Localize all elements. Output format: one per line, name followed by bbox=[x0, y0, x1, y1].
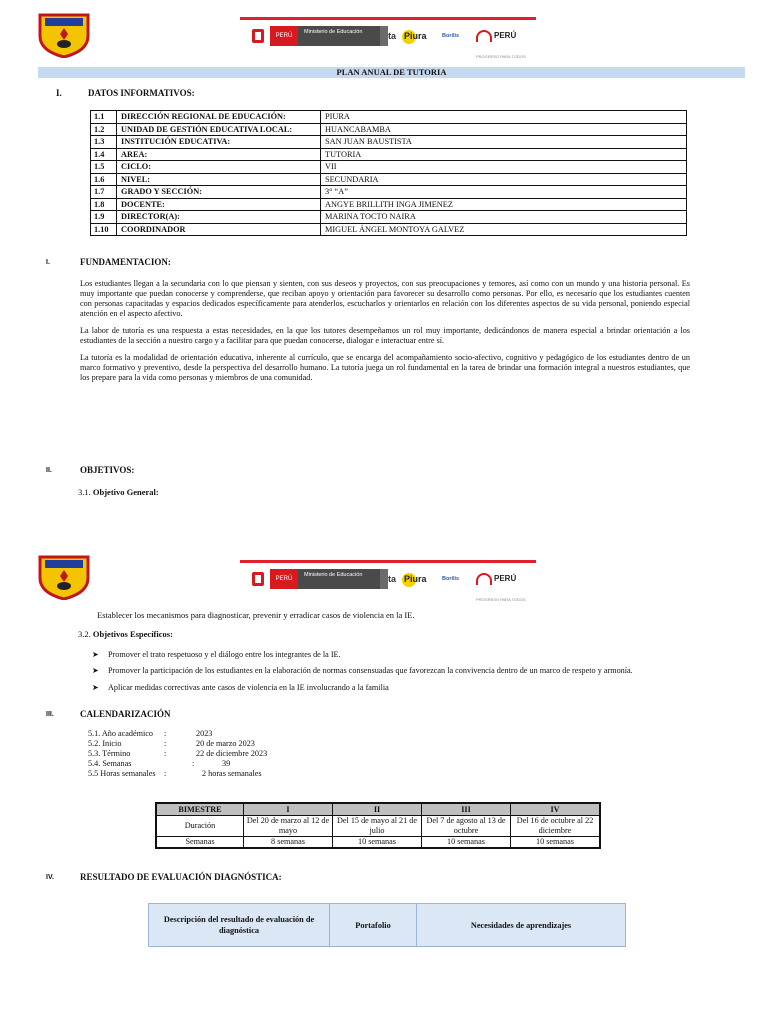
table-cell: INSTITUCIÓN EDUCATIVA: bbox=[117, 136, 321, 149]
bimester-table bbox=[155, 802, 601, 849]
section-title: RESULTADO DE EVALUACIÓN DIAGNÓSTICA: bbox=[80, 872, 282, 882]
peru-label: PERÚ bbox=[270, 26, 298, 46]
paragraph: Los estudiantes llegan a la secundaria con lo que piensan y sienten, con sus deseos y proyectos, con sus preocupaciones y temores, así como con un mundo y una historia personal. Es muy importante que puedan conocerse y comprenderse, que reciban apoyo y orientación para favorecer su desarrollo como personas. Por ello, es necesario que los estudiantes cuenten con personas capacitadas y espacios dedicados específicamente para atenderlos, escucharlos y orientarlos en relación con los diferentes aspectos de su vida personal, poniendo especial atención en el aspecto afectivo. bbox=[80, 279, 690, 318]
paragraph: La tutoría es la modalidad de orientación educativa, inherente al currículo, que se encarga del acompañamiento socio-afectivo, cognitivo y pedagógico de los estudiantes dentro de un marco formativo y preventivo, desde la perspectiva del desarrollo humano. La tutoría juega un rol fundamental en la tarea de brindar una formación integral a nuestros estudiantes, que los prepare para la vida como personas y miembros de una comunidad. bbox=[80, 353, 690, 382]
calendar-list bbox=[88, 729, 267, 779]
table-header: BIMESTRE bbox=[156, 803, 244, 816]
info-table bbox=[90, 110, 687, 236]
table-cell: 8 semanas bbox=[244, 837, 333, 849]
table-cell: UNIDAD DE GESTIÓN EDUCATIVA LOCAL: bbox=[117, 123, 321, 136]
diagnostic-table bbox=[148, 903, 626, 947]
table-row bbox=[156, 837, 600, 849]
section-number: III. bbox=[46, 711, 54, 718]
borilis-logo: Borilis bbox=[442, 576, 460, 582]
table-row bbox=[91, 136, 687, 149]
document-title: PLAN ANUAL DE TUTORIA bbox=[38, 67, 745, 78]
arrow-bullet-icon: ➤ bbox=[92, 666, 99, 675]
table-row bbox=[91, 123, 687, 136]
peru-coat-icon bbox=[244, 569, 270, 589]
table-cell: DOCENTE: bbox=[117, 198, 321, 211]
table-cell: MARINA TOCTO NAIRA bbox=[321, 211, 687, 224]
table-cell: 1.1 bbox=[91, 111, 117, 124]
calendar-item: 5.3. Término : 22 de diciembre 2023 bbox=[88, 749, 268, 758]
table-cell: GRADO Y SECCIÓN: bbox=[117, 186, 321, 199]
table-cell: Del 15 de mayo al 21 de julio bbox=[333, 816, 422, 837]
table-cell: Semanas bbox=[156, 837, 244, 849]
table-row bbox=[91, 211, 687, 224]
table-cell: HUANCABAMBA bbox=[321, 123, 687, 136]
table-header: Descripción del resultado de evaluación de diagnóstica bbox=[149, 904, 330, 947]
table-row bbox=[91, 173, 687, 186]
table-cell: 10 semanas bbox=[333, 837, 422, 849]
peru-label: PERÚ bbox=[270, 569, 298, 589]
table-cell: NIVEL: bbox=[117, 173, 321, 186]
section-title: FUNDAMENTACION: bbox=[80, 257, 171, 267]
table-cell: 1.2 bbox=[91, 123, 117, 136]
piura-logo: Piura bbox=[402, 26, 442, 46]
table-cell: Del 7 de agosto al 13 de octubre bbox=[422, 816, 511, 837]
table-header: III bbox=[422, 803, 511, 816]
table-row bbox=[91, 223, 687, 236]
calendar-item: 5.5 Horas semanales : 2 horas semanales bbox=[88, 769, 262, 778]
ministry-label: Ministerio de Educación bbox=[298, 569, 380, 589]
section-number: IV. bbox=[46, 874, 54, 881]
table-cell: 1.5 bbox=[91, 161, 117, 174]
table-cell: 1.10 bbox=[91, 223, 117, 236]
peru-brand-logo: PERÚ PROGRESO PARA TODOS bbox=[476, 31, 526, 59]
calendar-item: 5.2. Inicio : 20 de marzo 2023 bbox=[88, 739, 255, 748]
table-cell: 1.3 bbox=[91, 136, 117, 149]
school-shield-logo bbox=[36, 554, 92, 600]
section-number: II. bbox=[46, 467, 52, 474]
table-cell: DIRECCIÓN REGIONAL DE EDUCACIÓN: bbox=[117, 111, 321, 124]
section-number: I. bbox=[56, 88, 62, 98]
table-cell: 10 semanas bbox=[511, 837, 601, 849]
piura-logo: Piura bbox=[402, 569, 442, 589]
list-item: ➤ Aplicar medidas correctivas ante casos de violencia en la IE involucrando a la familia bbox=[92, 683, 389, 692]
arrow-bullet-icon: ➤ bbox=[92, 683, 99, 692]
table-cell: PIURA bbox=[321, 111, 687, 124]
table-cell: CICLO: bbox=[117, 161, 321, 174]
table-header: II bbox=[333, 803, 422, 816]
table-cell: 1.8 bbox=[91, 198, 117, 211]
region-prefix: ta bbox=[388, 31, 397, 41]
table-row bbox=[91, 148, 687, 161]
table-header: Necesidades de aprendizajes bbox=[417, 904, 626, 947]
table-header-row bbox=[156, 803, 600, 816]
table-cell: DIRECTOR(A): bbox=[117, 211, 321, 224]
table-cell: COORDINADOR bbox=[117, 223, 321, 236]
table-cell: ANGYE BRILLITH INGA JIMENEZ bbox=[321, 198, 687, 211]
table-cell: 1.7 bbox=[91, 186, 117, 199]
table-row bbox=[91, 111, 687, 124]
region-prefix: ta bbox=[388, 574, 397, 584]
arrow-bullet-icon: ➤ bbox=[92, 650, 99, 659]
calendar-item: 5.1. Año académico : 2023 bbox=[88, 729, 213, 738]
table-cell: Del 16 de octubre al 22 diciembre bbox=[511, 816, 601, 837]
general-objective-text: Establecer los mecanismos para diagnosticar, prevenir y erradicar casos de violencia en la IE. bbox=[97, 610, 415, 620]
section-title: DATOS INFORMATIVOS: bbox=[88, 88, 195, 98]
peru-brand-logo: PERÚ PROGRESO PARA TODOS bbox=[476, 574, 526, 602]
table-row bbox=[91, 161, 687, 174]
borilis-logo: Borilis bbox=[442, 33, 460, 39]
table-cell: 10 semanas bbox=[422, 837, 511, 849]
table-cell: AREA: bbox=[117, 148, 321, 161]
table-cell: TUTORIA bbox=[321, 148, 687, 161]
section-title: CALENDARIZACIÓN bbox=[80, 709, 171, 719]
table-cell: 1.6 bbox=[91, 173, 117, 186]
table-row bbox=[156, 816, 600, 837]
school-shield-logo bbox=[36, 12, 92, 58]
table-cell: MIGUEL ÁNGEL MONTOYA GALVEZ bbox=[321, 223, 687, 236]
table-row bbox=[91, 198, 687, 211]
paragraph: La labor de tutoría es una respuesta a estas necesidades, en la que los tutores desempeñamos un rol muy importante, dedicándonos de manera especial a brindar orientación a los estudiantes de la sección a nuestro cargo y a facilitar para que puedan conocerse, dialogar e interactuar entre sí. bbox=[80, 326, 690, 345]
peru-coat-icon bbox=[244, 26, 270, 46]
table-header-row bbox=[149, 904, 626, 947]
table-header: Portafolio bbox=[330, 904, 417, 947]
table-cell: Del 20 de marzo al 12 de mayo bbox=[244, 816, 333, 837]
general-objective-heading: 3.1. Objetivo General: bbox=[78, 487, 159, 497]
fundamentacion-text bbox=[80, 279, 690, 390]
table-cell: SAN JUAN BAUSTISTA bbox=[321, 136, 687, 149]
specific-objectives-heading: 3.2. Objetivos Específicos: bbox=[78, 629, 173, 639]
table-cell: 1.9 bbox=[91, 211, 117, 224]
list-item: ➤ Promover el trato respetuoso y el diálogo entre los integrantes de la IE. bbox=[92, 650, 341, 659]
table-row bbox=[91, 186, 687, 199]
section-number: I. bbox=[46, 259, 50, 266]
list-item: ➤ Promover la participación de los estudiantes en la elaboración de normas consensuadas que favorezcan la convivencia dentro de un marco de respeto y armonía. bbox=[92, 666, 633, 675]
table-cell: Duración bbox=[156, 816, 244, 837]
table-cell: SECUNDARIA bbox=[321, 173, 687, 186]
table-header: IV bbox=[511, 803, 601, 816]
institutional-banner bbox=[240, 17, 536, 59]
table-cell: 1.4 bbox=[91, 148, 117, 161]
institutional-banner bbox=[240, 560, 536, 602]
ministry-label: Ministerio de Educación bbox=[298, 26, 380, 46]
section-title: OBJETIVOS: bbox=[80, 465, 135, 475]
calendar-item: 5.4. Semanas : 39 bbox=[88, 759, 231, 768]
table-cell: 3° “A” bbox=[321, 186, 687, 199]
table-cell: VII bbox=[321, 161, 687, 174]
table-header: I bbox=[244, 803, 333, 816]
